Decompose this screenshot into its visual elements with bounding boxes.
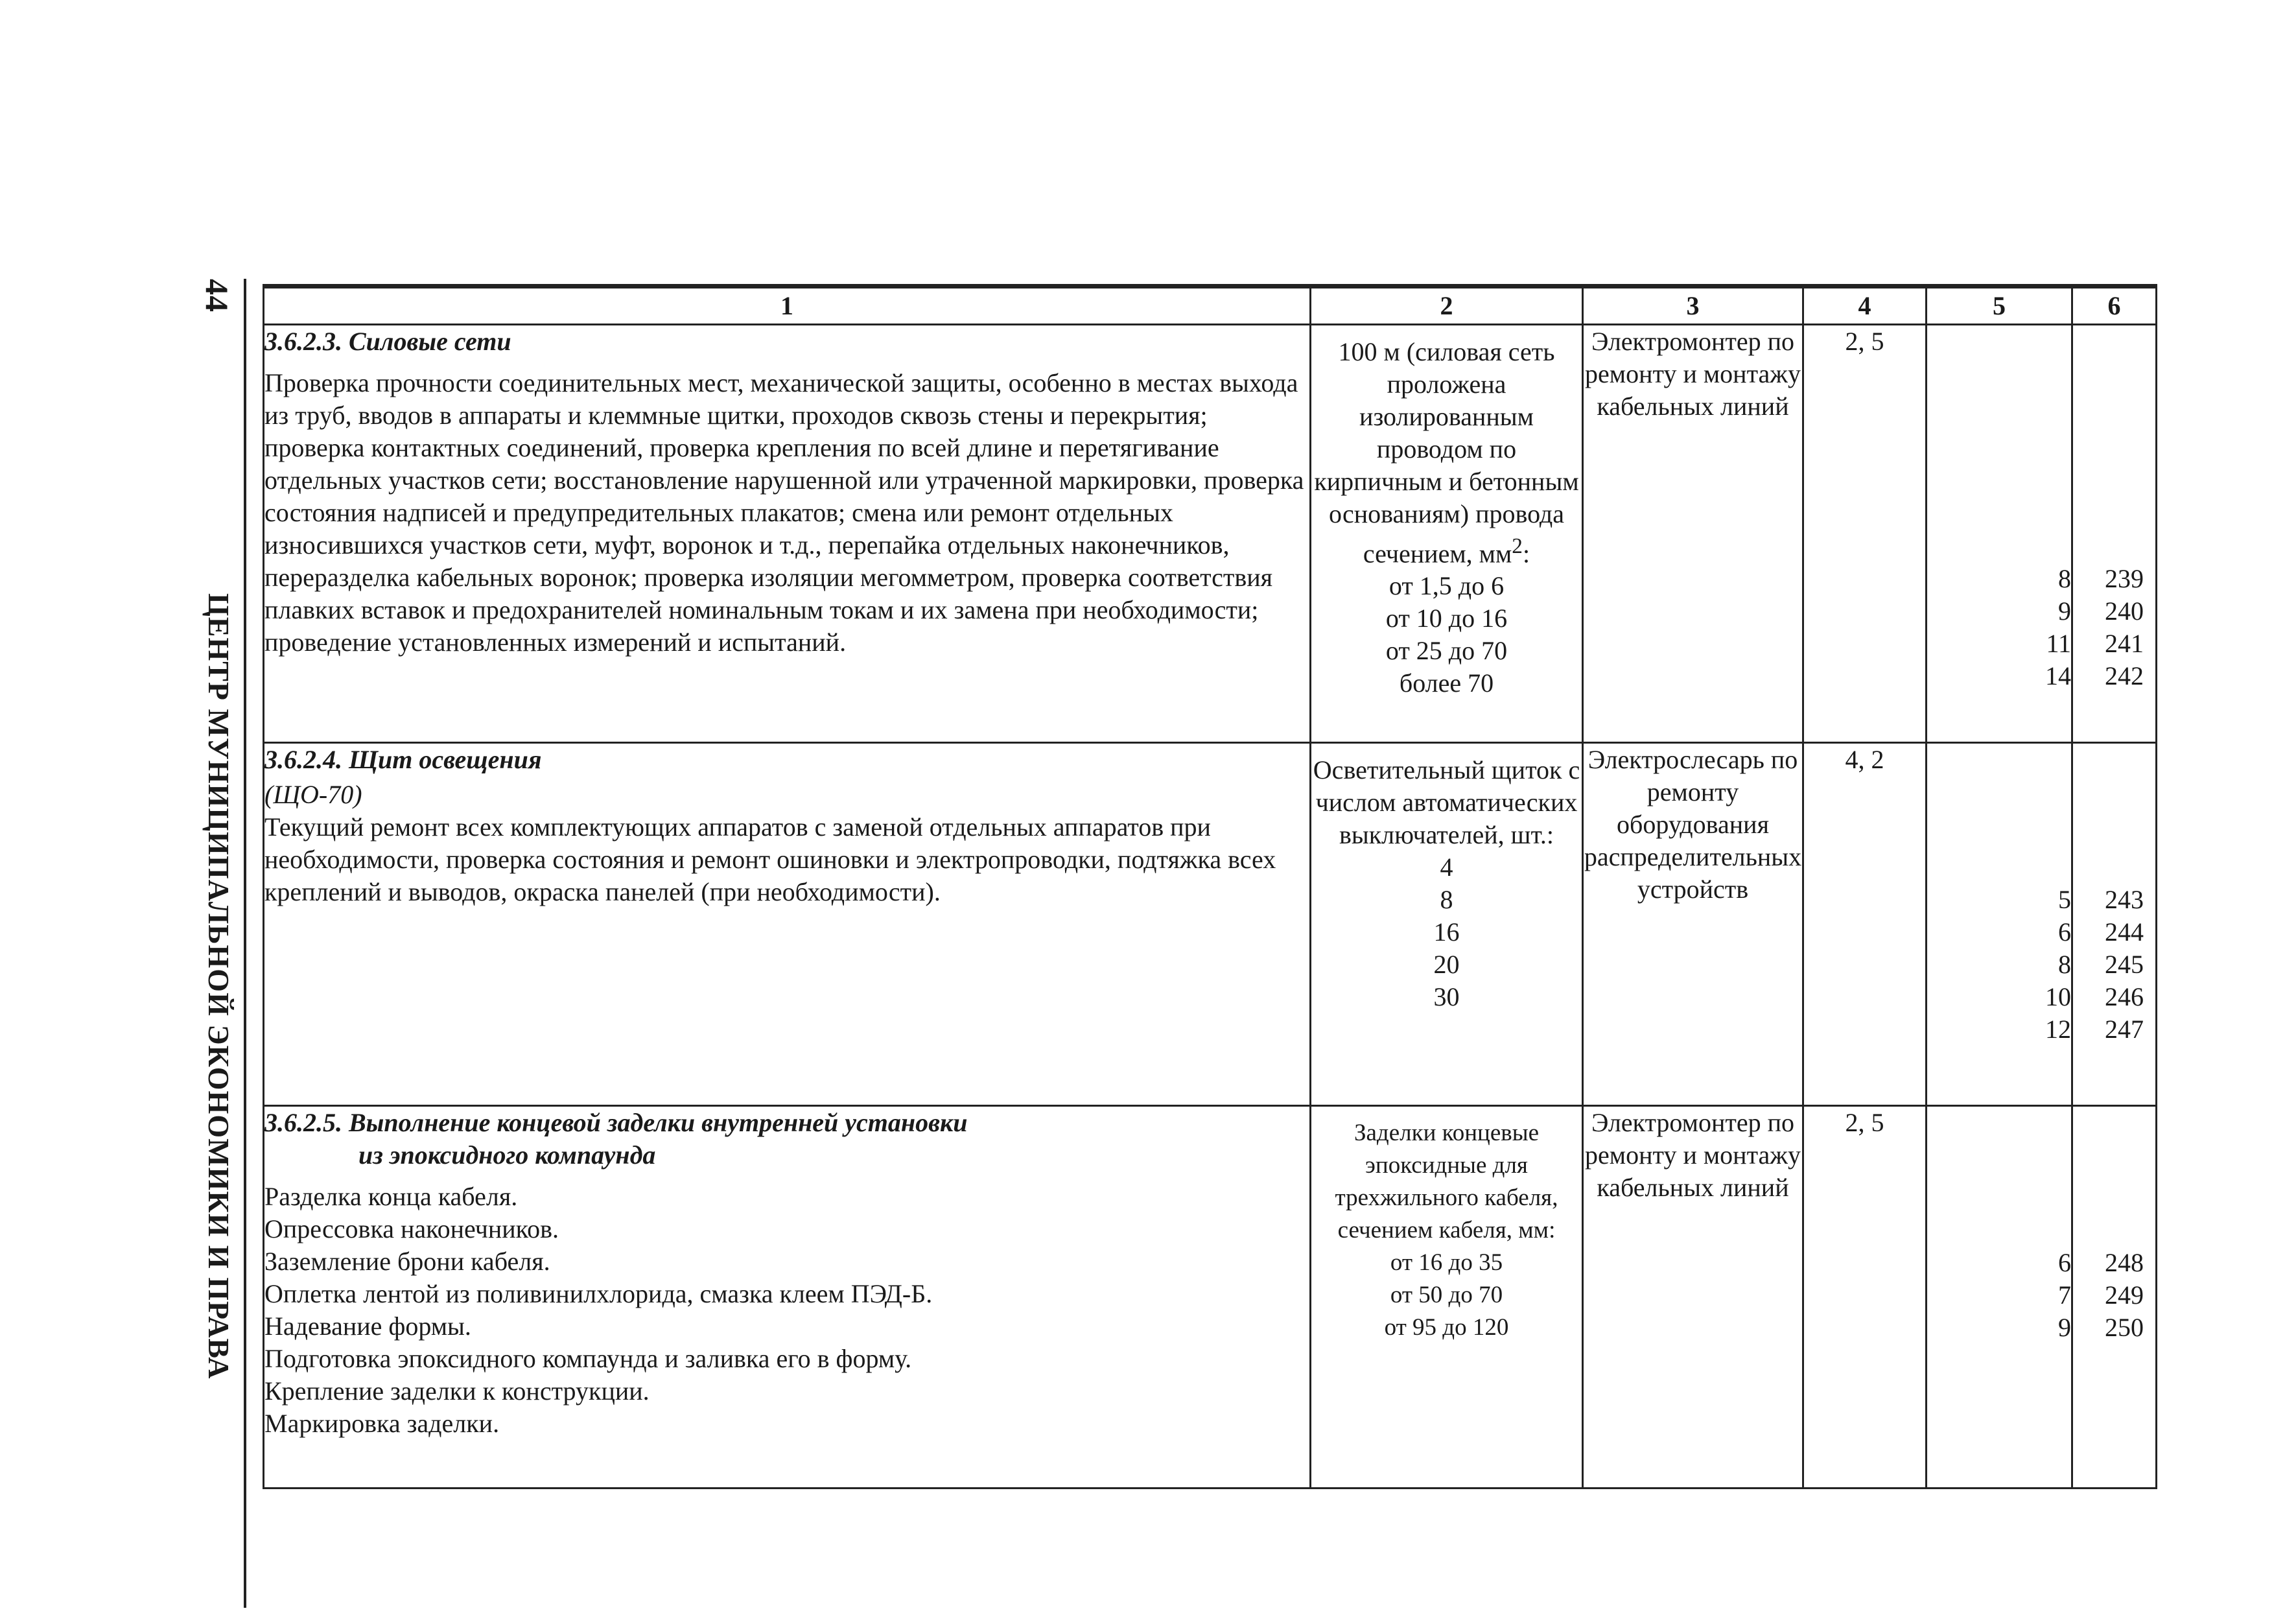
step-item: Разделка конца кабеля. (264, 1182, 518, 1211)
col5-value: 9 (2058, 596, 2071, 626)
col6-cell (2072, 325, 2157, 743)
executor-cell: Электромонтер по ремонту и монтажу кабельных линий (1583, 1106, 1803, 1489)
col6-cell (2072, 1106, 2157, 1489)
section-title (264, 1107, 1309, 1171)
grade-cell: 2, 5 (1803, 1106, 1927, 1489)
header-col-3: 3 (1583, 287, 1803, 325)
measure-header: Осветительный щиток с числом автоматических выключателей, шт.: (1313, 755, 1580, 849)
measure-header: Заделки концевые эпоксидные для трехжильного кабеля, сечением кабеля, мм: (1335, 1120, 1558, 1243)
col6-value: 243 (2105, 885, 2144, 914)
col5-cell (1927, 743, 2072, 1106)
col5-value: 7 (2058, 1280, 2071, 1310)
measure-item: от 16 до 35 (1390, 1249, 1503, 1276)
page-number: 44 (199, 279, 235, 312)
col5-value: 14 (2045, 661, 2071, 690)
measure-item: от 1,5 до 6 (1389, 571, 1505, 601)
col6-value: 247 (2105, 1015, 2144, 1044)
col5-value: 8 (2058, 564, 2071, 593)
measure-cell (1311, 325, 1583, 743)
col5-cell (1927, 1106, 2072, 1489)
header-col-5: 5 (1927, 287, 2072, 325)
measure-header (1311, 336, 1582, 570)
col6-value: 240 (2105, 596, 2144, 626)
col5-list (1927, 563, 2071, 692)
header-col-6: 6 (2072, 287, 2157, 325)
measure-item: 30 (1433, 982, 1460, 1011)
table-row (264, 743, 2157, 1106)
section-description: Текущий ремонт всех комплектующих аппаратов с заменой отдельных аппаратов при необходимости, проверка состояния и ремонт ошиновки и электропроводки, подтяжка всех креплений и выводов, окраска панелей (при необходимости). (264, 812, 1276, 906)
col5-value: 11 (2046, 629, 2071, 658)
step-item: Крепление заделки к конструкции. (264, 1376, 650, 1406)
work-description-cell (264, 325, 1311, 743)
col5-value: 8 (2058, 950, 2071, 979)
measure-list (1311, 570, 1582, 700)
col5-list (1927, 1247, 2071, 1344)
section-title: 3.6.2.3. Силовые сети (264, 327, 511, 356)
step-item: Оплетка лентой из поливинилхлорида, смазка клеем ПЭД-Б. (264, 1279, 933, 1308)
header-row (264, 287, 2157, 325)
section-subtitle: (ЩО-70) (264, 780, 362, 809)
col5-list (1927, 884, 2071, 1046)
section-title-line1: 3.6.2.5. Выполнение концевой заделки внутренней установки (264, 1108, 968, 1137)
measure-item: от 95 до 120 (1384, 1314, 1509, 1341)
col6-value: 241 (2105, 629, 2144, 658)
executor-cell: Электромонтер по ремонту и монтажу кабельных линий (1583, 325, 1803, 743)
col6-list (2073, 1247, 2144, 1344)
table-row (264, 1106, 2157, 1489)
grade-cell: 4, 2 (1803, 743, 1927, 1106)
col6-value: 245 (2105, 950, 2144, 979)
col6-value: 248 (2105, 1248, 2144, 1277)
work-description-cell (264, 1106, 1311, 1489)
section-description: Проверка прочности соединительных мест, механической защиты, особенно в местах выхода из труб, вводов в аппараты и клеммные щитки, проходов сквозь стены и перекрытия; проверка контактных соединений, проверка крепления по всей длине и перетягивание отдельных участков сети; восстановление нарушенной или утраченной маркировки, проверка состояния надписей и предупредительных плакатов; смена или ремонт отдельных износившихся участков сети, муфт, воронок и т.д., перепайка отдельных наконечников, переразделка кабельных воронок; проверка изоляции мегомметром, проверка соответствия плавких вставок и предохранителей номинальным токам и их замена при необходимости; проведение установленных измерений и испытаний. (264, 368, 1304, 657)
col6-value: 242 (2105, 661, 2144, 690)
col5-value: 10 (2045, 982, 2071, 1011)
section-steps (264, 1181, 1309, 1440)
measure-item: 16 (1433, 917, 1460, 947)
measure-item: 8 (1440, 885, 1453, 914)
grade-cell: 2, 5 (1803, 325, 1927, 743)
step-item: Подготовка эпоксидного компаунда и заливка его в форму. (264, 1344, 912, 1373)
step-item: Маркировка заделки. (264, 1409, 500, 1438)
measure-unit-sup: 2 (1512, 534, 1523, 558)
publisher-label: ЦЕНТР МУНИЦИПАЛЬНОЙ ЭКОНОМИКИ И ПРАВА (202, 593, 235, 1380)
measure-item: 20 (1433, 950, 1460, 979)
col5-value: 6 (2058, 1248, 2071, 1277)
norms-table (263, 284, 2157, 1489)
measure-cell (1311, 1106, 1583, 1489)
section-title-line2: из эпоксидного компаунда (358, 1140, 656, 1170)
col5-value: 5 (2058, 885, 2071, 914)
measure-cell (1311, 743, 1583, 1106)
measure-list (1311, 1247, 1582, 1344)
executor-cell: Электрослесарь по ремонту оборудования распределительных устройств (1583, 743, 1803, 1106)
header-col-4: 4 (1803, 287, 1927, 325)
col5-value: 9 (2058, 1313, 2071, 1342)
col5-value: 12 (2045, 1015, 2071, 1044)
work-description-cell (264, 743, 1311, 1106)
col6-value: 249 (2105, 1280, 2144, 1310)
header-col-2: 2 (1311, 287, 1583, 325)
col6-cell (2072, 743, 2157, 1106)
col6-value: 246 (2105, 982, 2144, 1011)
margin-rule (244, 279, 246, 1608)
header-col-1: 1 (264, 287, 1311, 325)
col6-value: 244 (2105, 917, 2144, 947)
measure-item: от 50 до 70 (1390, 1282, 1503, 1308)
col6-list (2073, 563, 2144, 692)
measure-item: 4 (1440, 853, 1453, 882)
section-title: 3.6.2.4. Щит освещения (264, 745, 542, 774)
measure-item: от 10 до 16 (1385, 604, 1508, 633)
measure-item: более 70 (1399, 668, 1494, 698)
measure-header-suffix: : (1522, 539, 1530, 569)
step-item: Опрессовка наконечников. (264, 1214, 559, 1243)
col5-value: 6 (2058, 917, 2071, 947)
measure-item: от 25 до 70 (1385, 636, 1508, 666)
table-row (264, 325, 2157, 743)
col5-cell (1927, 325, 2072, 743)
step-item: Заземление брони кабеля. (264, 1247, 550, 1276)
step-item: Надевание формы. (264, 1312, 471, 1341)
col6-value: 239 (2105, 564, 2144, 593)
col6-value: 250 (2105, 1313, 2144, 1342)
col6-list (2073, 884, 2144, 1046)
measure-header-text: 100 м (силовая сеть проложена изолированным проводом по кирпичным и бетонным основаниям) провода сечением, мм (1314, 337, 1579, 569)
measure-list (1311, 851, 1582, 1013)
